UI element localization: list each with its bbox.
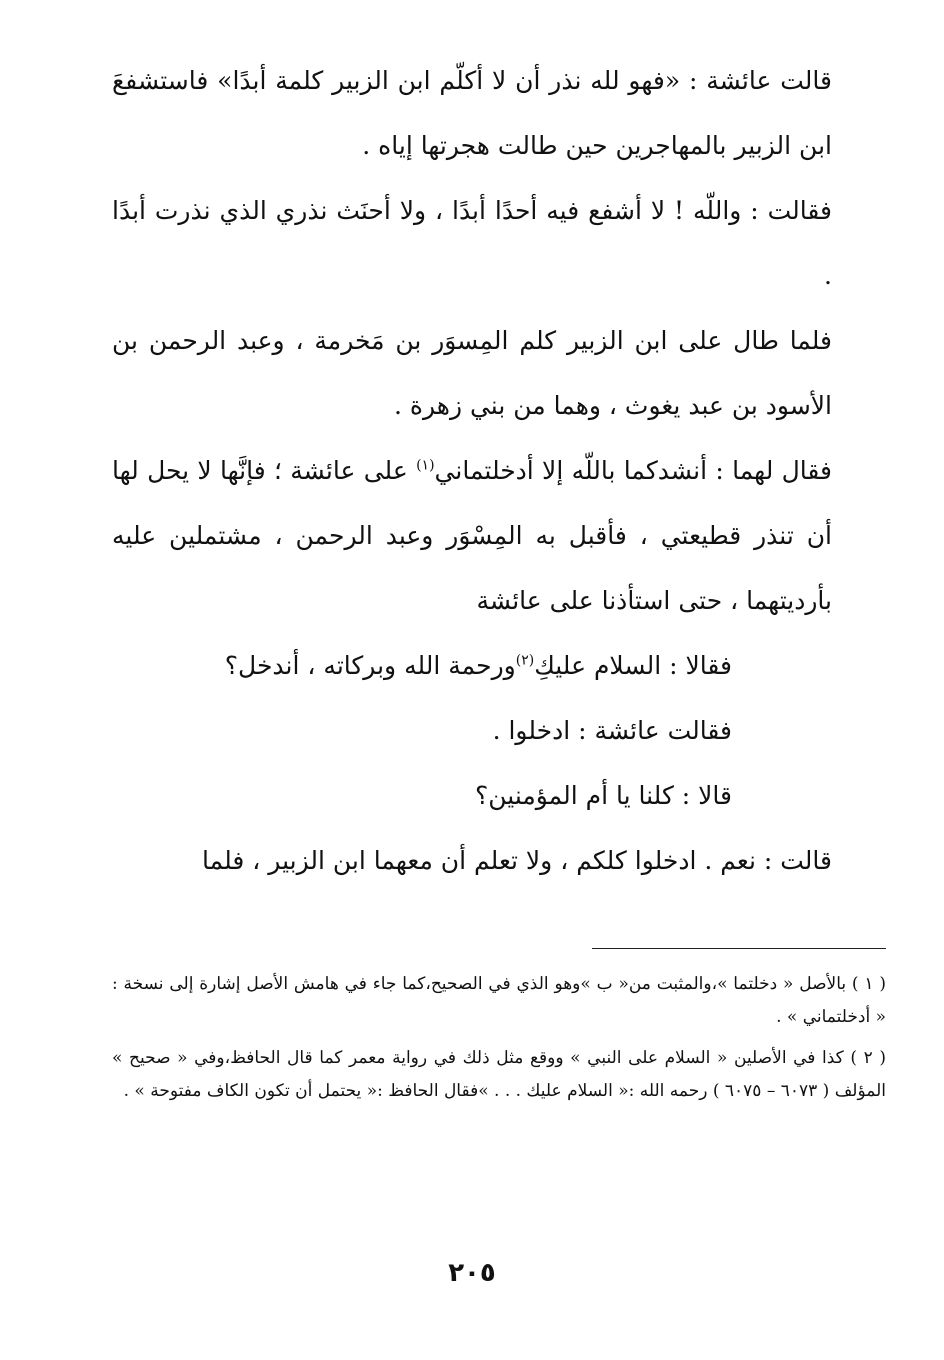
footnote-marker-1: (١) (416, 457, 435, 474)
footnote-divider (592, 948, 886, 949)
dialogue-line-2: فقالت عائشة : ادخلوا . (492, 716, 732, 745)
paragraph-2: فقالت : واللّه ! لا أشفع فيه أحدًا أبدًا ، ولا أحنَث نذري الذي نذرت أبدًا . (112, 196, 832, 290)
paragraph-last: قالت : نعم . ادخلوا كلكم ، ولا تعلم أن معهما ابن الزبير ، فلما (202, 846, 832, 875)
paragraph-1: قالت عائشة : «فهو لله نذر أن لا أكلّم ابن الزبير كلمة أبدًا» فاستشفعَ ابن الزبير بالمهاجرين حين طالت هجرتها إياه . (112, 66, 832, 160)
footnotes (112, 968, 886, 1116)
page-number: ٢٠٥ (448, 1258, 496, 1288)
dialogue-line-1-end: ورحمة الله وبركاته ، أندخل؟ (224, 651, 516, 680)
footnote-marker-2: (٢) (515, 652, 535, 669)
paragraph-3: فلما طال على ابن الزبير كلم المِسوَر بن مَخرمة ، وعبد الرحمن بن الأسود بن عبد يغوث ، وهما من بني زهرة . (112, 326, 832, 420)
paragraph-4-start: فقال لهما : أنشدكما باللّه إلا أدخلتماني (434, 456, 832, 485)
main-text (112, 48, 832, 893)
paragraph-4 (112, 438, 832, 633)
dialogue-line-1 (112, 633, 832, 698)
footnote-1: ( ١ ) بالأصل « دخلتما »،والمثبت من« ب »وهو الذي في الصحيح،كما جاء في هامش الأصل إشارة إلى نسخة : « أدخلتماني » . (112, 974, 886, 1027)
paragraph-4-end: على عائشة ؛ فإنَّها لا يحل لها أن تنذر قطيعتي ، فأقبل به المِسْوَر وعبد الرحمن ، مشتملين عليه بأرديتهما ، حتى استأذنا على عائشة (112, 456, 832, 615)
footnote-2: ( ٢ ) كذا في الأصلين « السلام على النبي » ووقع مثل ذلك في رواية معمر كما قال الحافظ،وفي « صحيح » المؤلف ( ٦٠٧٣ – ٦٠٧٥ ) رحمه الله :« السلام عليك . . . »فقال الحافظ :« يحتمل أن تكون الكاف مفتوحة » . (112, 1048, 886, 1101)
dialogue-line-1-start: فقالا : السلام عليكِ (534, 651, 732, 680)
dialogue-line-3: قالا : كلنا يا أم المؤمنين؟ (474, 781, 732, 810)
